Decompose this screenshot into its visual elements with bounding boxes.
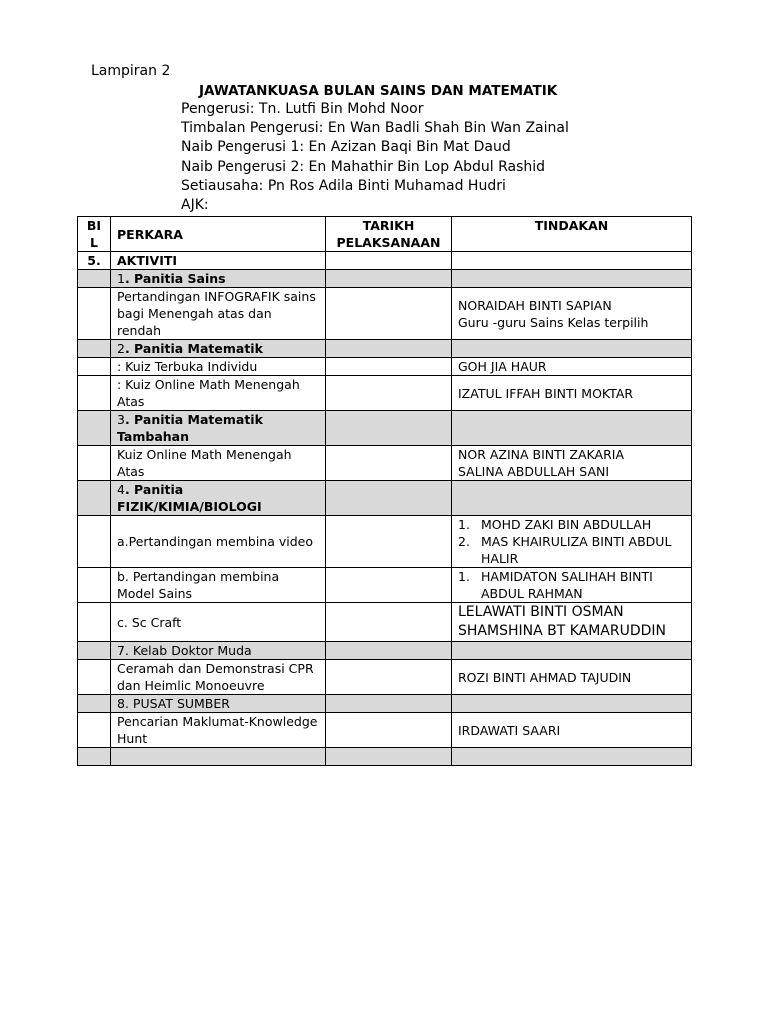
table-row: [78, 568, 692, 603]
row-bil: [78, 516, 111, 568]
committee-ajk: AJK:: [181, 196, 209, 213]
section-label: 8. PUSAT SUMBER: [111, 695, 326, 713]
row-tarikh: [326, 446, 452, 481]
tindakan-list: [458, 568, 685, 602]
tindakan-name: SALINA ABDULLAH SANI: [458, 464, 610, 479]
row-tarikh: [326, 695, 452, 713]
row-bil: [78, 713, 111, 748]
committee-vice-chair-1: Naib Pengerusi 1: En Azizan Baqi Bin Mat Daud: [181, 139, 511, 156]
row-bil: [78, 358, 111, 376]
header-perkara: PERKARA: [111, 217, 326, 252]
section-row: [78, 340, 692, 358]
section-row: [78, 481, 692, 516]
row-tindakan: [452, 516, 692, 568]
row-tarikh: [326, 376, 452, 411]
row-tindakan: [452, 340, 692, 358]
list-item: [458, 533, 685, 567]
tindakan-name: LELAWATI BINTI OSMAN: [458, 604, 624, 620]
table-row: [78, 516, 692, 568]
row-bil: [78, 270, 111, 288]
section-title: . Panitia Sains: [124, 271, 226, 286]
committee-vice-chair-2: Naib Pengerusi 2: En Mahathir Bin Lop Abdul Rashid: [181, 158, 546, 175]
tindakan-name: Guru -guru Sains Kelas terpilih: [458, 314, 649, 330]
table-row: [78, 446, 692, 481]
section-label: [111, 411, 326, 446]
section-label: [111, 340, 326, 358]
row-bil: [78, 411, 111, 446]
header-tarikh-2: PELAKSANAAN: [336, 235, 441, 250]
activity-table: [77, 216, 692, 766]
table-row: [78, 376, 692, 411]
row-bil: [78, 695, 111, 713]
row-bil: [78, 660, 111, 695]
row-tindakan: [452, 252, 692, 270]
row-tindakan: [452, 481, 692, 516]
row-tarikh: [326, 481, 452, 516]
table-row: [78, 603, 692, 642]
table-header-row: [78, 217, 692, 252]
row-perkara: a.Pertandingan membina video: [111, 516, 326, 568]
row-perkara: Pertandingan INFOGRAFIK sains bagi Menengah atas dan rendah: [111, 288, 326, 340]
section-row: [78, 695, 692, 713]
row-tarikh: [326, 340, 452, 358]
committee-secretary: Setiausaha: Pn Ros Adila Binti Muhamad Hudri: [181, 177, 506, 194]
row-tindakan: [452, 568, 692, 603]
row-bil: [78, 446, 111, 481]
table-row: [78, 252, 692, 270]
tindakan-name: MAS KHAIRULIZA BINTI ABDUL HALIR: [481, 534, 672, 566]
row-tindakan: IZATUL IFFAH BINTI MOKTAR: [452, 376, 692, 411]
row-tarikh: [326, 516, 452, 568]
header-tarikh-1: TARIKH: [362, 218, 415, 233]
row-perkara: [111, 748, 326, 766]
section-label: [111, 481, 326, 516]
row-tarikh: [326, 660, 452, 695]
table-row: [78, 660, 692, 695]
tindakan-name: SHAMSHINA BT KAMARUDDIN: [458, 623, 667, 639]
row-tarikh: [326, 642, 452, 660]
row-perkara: b. Pertandingan membina Model Sains: [111, 568, 326, 603]
row-perkara: c. Sc Craft: [111, 603, 326, 642]
row-perkara: : Kuiz Terbuka Individu: [111, 358, 326, 376]
row-perkara: : Kuiz Online Math Menengah Atas: [111, 376, 326, 411]
section-row: [78, 411, 692, 446]
tindakan-name: HAMIDATON SALIHAH BINTI ABDUL RAHMAN: [481, 569, 653, 601]
header-bil-1: BI: [86, 218, 102, 233]
row-tindakan: [452, 695, 692, 713]
row-bil: [78, 376, 111, 411]
row-bil: 5.: [78, 252, 111, 270]
row-bil: [78, 340, 111, 358]
row-bil: [78, 642, 111, 660]
header-bil: [78, 217, 111, 252]
committee-deputy-chair: Timbalan Pengerusi: En Wan Badli Shah Bin Wan Zainal: [181, 120, 569, 137]
row-bil: [78, 748, 111, 766]
row-tindakan: [452, 603, 692, 642]
committee-list: [181, 100, 569, 215]
section-row: [78, 642, 692, 660]
table-row-empty: [78, 748, 692, 766]
row-tindakan: [452, 642, 692, 660]
row-tarikh: [326, 252, 452, 270]
row-tindakan: ROZI BINTI AHMAD TAJUDIN: [452, 660, 692, 695]
committee-chair: Pengerusi: Tn. Lutfi Bin Mohd Noor: [181, 101, 424, 117]
row-perkara: Pencarian Maklumat-Knowledge Hunt: [111, 713, 326, 748]
header-bil-2: L: [90, 235, 98, 250]
row-tindakan: GOH JIA HAUR: [452, 358, 692, 376]
row-bil: [78, 481, 111, 516]
table-row: [78, 358, 692, 376]
section-number: 2: [117, 341, 125, 356]
row-tarikh: [326, 713, 452, 748]
tindakan-name: NOR AZINA BINTI ZAKARIA: [458, 447, 624, 462]
row-tarikh: [326, 411, 452, 446]
row-tindakan: [452, 446, 692, 481]
table-row: [78, 713, 692, 748]
section-title: . Panitia Matematik: [124, 341, 263, 356]
list-number: 2.: [458, 534, 470, 549]
row-tarikh: [326, 568, 452, 603]
row-tindakan: [452, 270, 692, 288]
list-item: [458, 516, 685, 533]
row-perkara: AKTIVITI: [111, 252, 326, 270]
header-tarikh: [326, 217, 452, 252]
row-tindakan: [452, 288, 692, 340]
row-tarikh: [326, 270, 452, 288]
section-number: 4: [117, 482, 125, 497]
row-tindakan: [452, 748, 692, 766]
row-tarikh: [326, 358, 452, 376]
row-bil: [78, 603, 111, 642]
header-tindakan: TINDAKAN: [452, 217, 692, 252]
tindakan-name: NORAIDAH BINTI SAPIAN: [458, 297, 612, 313]
row-bil: [78, 568, 111, 603]
section-label: [111, 270, 326, 288]
section-row: [78, 270, 692, 288]
list-number: 1.: [458, 569, 470, 584]
document-title: JAWATANKUASA BULAN SAINS DAN MATEMATIK: [199, 83, 558, 99]
row-tindakan: IRDAWATI SAARI: [452, 713, 692, 748]
section-number: 1: [117, 271, 125, 286]
tindakan-name: MOHD ZAKI BIN ABDULLAH: [481, 517, 652, 532]
row-perkara: Ceramah dan Demonstrasi CPR dan Heimlic Monoeuvre: [111, 660, 326, 695]
tindakan-list: [458, 516, 685, 567]
row-tindakan: [452, 411, 692, 446]
list-item: [458, 568, 685, 602]
section-number: 3: [117, 412, 125, 427]
row-perkara: Kuiz Online Math Menengah Atas: [111, 446, 326, 481]
lampiran-label: Lampiran 2: [91, 63, 171, 79]
section-title: . Panitia Matematik Tambahan: [117, 412, 263, 444]
section-title: . Panitia FIZIK/KIMIA/BIOLOGI: [117, 482, 262, 514]
list-number: 1.: [458, 517, 470, 532]
row-tarikh: [326, 603, 452, 642]
row-tarikh: [326, 748, 452, 766]
row-bil: [78, 288, 111, 340]
table-row: [78, 288, 692, 340]
section-label: 7. Kelab Doktor Muda: [111, 642, 326, 660]
row-tarikh: [326, 288, 452, 340]
